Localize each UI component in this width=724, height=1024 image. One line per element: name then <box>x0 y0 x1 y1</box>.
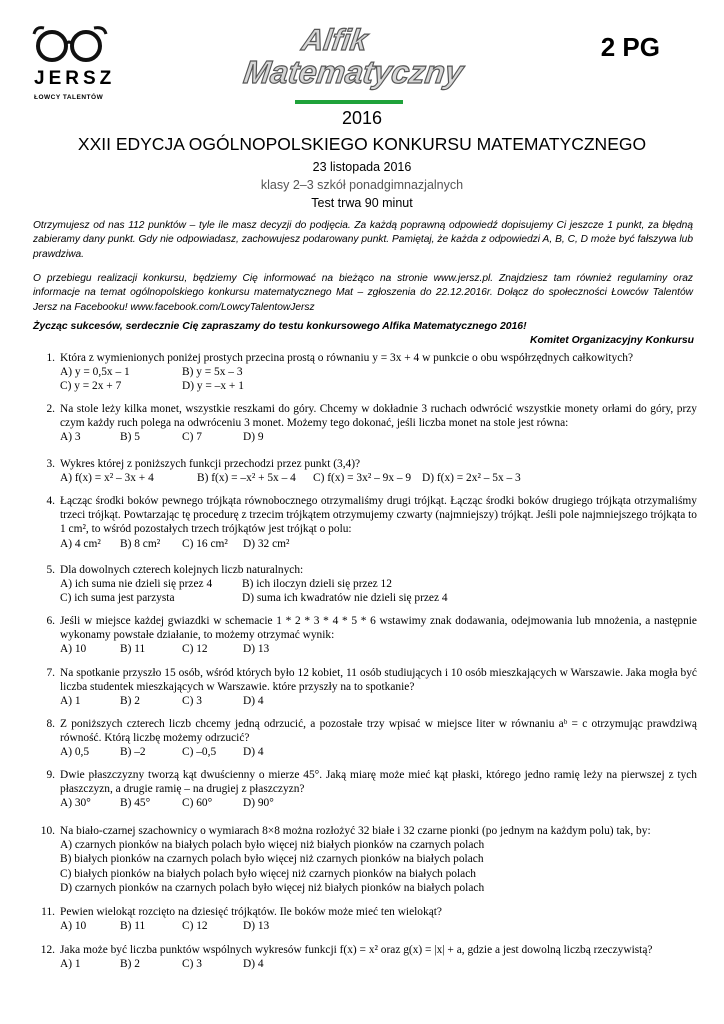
option-c: C) białych pionków na białych polach było więcej niż czarnych pionków na białych polach <box>60 867 476 880</box>
test-duration: Test trwa 90 minut <box>311 196 413 210</box>
option-b: B) 11 <box>120 643 146 656</box>
option-b: B) 5 <box>120 431 140 444</box>
option-a: A) 3 <box>60 431 81 444</box>
question-7 <box>33 666 697 709</box>
option-c: C) 12 <box>182 643 208 656</box>
wishes: Życząc sukcesów, serdecznie Cię zapraszamy do testu konkursowego Alfika Matematycznego 2016! <box>33 321 527 332</box>
option-d: D) f(x) = 2x² – 5x – 3 <box>422 472 521 485</box>
question-1 <box>33 351 697 394</box>
option-b: B) y = 5x – 3 <box>182 366 243 379</box>
question-text: Na stole leży kilka monet, wszystkie reszkami do góry. Chcemy w dokładnie 3 ruchach odwrócić wszystkie monety orłami do góry, przy czym każdy ruch polega na odwróceniu 3 monet. Możemy tego dokonać, jeśli liczba monet na stole jest równa: <box>60 403 697 430</box>
option-b: B) białych pionków na czarnych polach było więcej niż czarnych pionków na białych polach <box>60 853 484 866</box>
question-text: Pewien wielokąt rozcięto na dziesięć trójkątów. Ile boków może mieć ten wielokąt? <box>60 906 442 918</box>
question-12 <box>33 943 697 971</box>
question-9 <box>33 768 697 811</box>
option-b: B) –2 <box>120 746 146 759</box>
option-d: D) y = –x + 1 <box>182 380 244 393</box>
option-c: C) 7 <box>182 431 202 444</box>
question-number: 1. <box>46 352 55 364</box>
option-d: D) 4 <box>243 695 264 708</box>
option-c: C) 12 <box>182 920 208 933</box>
banner-green-bar <box>295 100 403 104</box>
owl-eyes-icon <box>30 24 110 64</box>
question-4 <box>33 494 697 551</box>
question-text: Z poniższych czterech liczb chcemy jedną odrzucić, a pozostałe trzy wpisać w miejsce liter w równaniu aᵇ = c otrzymując prawdziwą równość. Którą liczbę możemy odrzucić? <box>60 718 697 745</box>
option-d: D) 13 <box>243 920 270 933</box>
page-title: XXII EDYCJA OGÓLNOPOLSKIEGO KONKURSU MATEMATYCZNEGO <box>77 134 647 154</box>
question-number: 10. <box>40 825 55 837</box>
contest-classes: klasy 2–3 szkół ponadgimnazjalnych <box>260 178 464 192</box>
option-a: A) ich suma nie dzieli się przez 4 <box>60 578 213 591</box>
question-number: 11. <box>41 906 55 918</box>
option-d: D) czarnych pionków na czarnych polach było więcej niż białych pionków na białych polach <box>60 881 485 894</box>
option-d: D) 90° <box>243 797 274 810</box>
option-c: C) y = 2x + 7 <box>60 380 122 393</box>
option-d: D) 4 <box>243 746 264 759</box>
contest-date: 23 listopada 2016 <box>312 160 412 174</box>
option-b: B) 8 cm² <box>120 537 161 550</box>
option-a: A) f(x) = x² – 3x + 4 <box>60 472 154 485</box>
option-c: C) ich suma jest parzysta <box>60 592 175 605</box>
option-a: A) 4 cm² <box>60 537 101 550</box>
question-11 <box>33 905 697 933</box>
question-text: Jaka może być liczba punktów wspólnych wykresów funkcji f(x) = x² oraz g(x) = |x| + a, gdzie a jest dowolną liczbą rzeczywistą? <box>60 944 653 956</box>
committee: Komitet Organizacyjny Konkursu <box>530 335 694 346</box>
option-b: B) 11 <box>120 920 146 933</box>
option-d: D) 13 <box>243 643 270 656</box>
alfik-banner <box>240 24 480 106</box>
question-text: Dla dowolnych czterech kolejnych liczb naturalnych: <box>60 564 304 576</box>
question-6 <box>33 614 697 657</box>
option-b: B) ich iloczyn dzieli się przez 12 <box>242 578 392 591</box>
question-number: 5. <box>46 564 55 576</box>
option-d: D) 9 <box>243 431 264 444</box>
option-d: D) 4 <box>243 958 264 971</box>
question-number: 9. <box>46 769 55 781</box>
option-b: B) 2 <box>120 958 140 971</box>
question-text: Na spotkanie przyszło 15 osób, wśród których było 12 kobiet, 11 osób studiujących i 10 osób mieszkających w Warszawie. Jaka mogła być liczba studentek mieszkających w Warszawie. które przyszły na to spotkanie? <box>60 667 697 694</box>
question-text: Dwie płaszczyzny tworzą kąt dwuścienny o mierze 45°. Jaką miarę może mieć kąt płaski, którego jedno ramię leży na pierwszej z tych płaszczyzn, a drugie ramię – na drugiej z płaszczyzn? <box>60 769 697 796</box>
option-a: A) 0,5 <box>60 746 90 759</box>
question-number: 2. <box>46 403 55 415</box>
banner-line-2: Matematyczny <box>241 54 466 90</box>
question-text: Wykres której z poniższych funkcji przechodzi przez punkt (3,4)? <box>60 458 361 470</box>
option-d: D) suma ich kwadratów nie dzieli się przez 4 <box>242 592 448 605</box>
question-text: Jeśli w miejsce każdej gwiazdki w schemacie 1 * 2 * 3 * 4 * 5 * 6 wstawimy znak dodawania, odejmowania lub mnożenia, a następnie wykonamy powstałe działanie, to możemy otrzymać wynik: <box>60 615 697 642</box>
option-c: C) 3 <box>182 958 202 971</box>
question-text: Łącząc środki boków pewnego trójkąta równobocznego otrzymaliśmy drugi trójkąt. Łącząc środki boków drugiego trójkąta otrzymaliśmy trzeci trójkąt. Powtarzając tę procedurę z trzecim trójkątem otrzymujemy czwarty (najmniejszy) trójkąt. Jeśli pole najmniejszego trójkąta to 1 cm², to wśród pozostałych trzech trójkątów jest trójkąt o polu: <box>60 495 697 536</box>
question-number: 7. <box>46 667 55 679</box>
question-number: 4. <box>46 495 55 507</box>
option-a: A) 10 <box>60 643 87 656</box>
jersz-logo <box>30 24 116 108</box>
logo-tagline: ŁOWCY TALENTÓW <box>34 94 104 101</box>
option-b: B) f(x) = –x² + 5x – 4 <box>197 472 296 485</box>
option-a: A) czarnych pionków na białych polach było więcej niż białych pionków na czarnych polach <box>60 839 485 852</box>
question-text: Która z wymienionych poniżej prostych przecina prostą o równaniu y = 3x + 4 w punkcie o obu współrzędnych całkowitych? <box>60 352 634 364</box>
option-a: A) y = 0,5x – 1 <box>60 366 130 379</box>
option-a: A) 1 <box>60 695 81 708</box>
option-d: D) 32 cm² <box>243 537 290 550</box>
option-b: B) 45° <box>120 797 151 810</box>
question-2 <box>33 402 697 445</box>
question-number: 12. <box>40 944 55 956</box>
level-label: 2 PG <box>600 32 660 62</box>
option-c: C) 16 cm² <box>182 537 228 550</box>
option-a: A) 1 <box>60 958 81 971</box>
option-c: C) f(x) = 3x² – 9x – 9 <box>313 472 412 485</box>
banner-line-1: Alfik <box>299 24 370 57</box>
question-number: 3. <box>46 458 55 470</box>
year: 2016 <box>341 108 383 128</box>
question-text: Na biało-czarnej szachownicy o wymiarach 8×8 można rozłożyć 32 białe i 32 czarne pionki (po jednym na każdym polu) tak, by: <box>60 825 651 837</box>
intro-rules: Otrzymujesz od nas 112 punktów – tyle ile masz decyzji do podjęcia. Za każdą poprawną odpowiedź dopisujemy Ci jeszcze 1 punkt, za błędną zabieramy dany punkt. Gdy nie odpowiadasz, zachowujesz podarowany punkt. Pamiętaj, że każda z odpowiedzi A, B, C, D może być fałszywa lub prawdziwa. <box>33 220 693 260</box>
question-number: 8. <box>46 718 55 730</box>
question-number: 6. <box>46 615 55 627</box>
option-c: C) –0,5 <box>182 746 217 759</box>
option-c: C) 60° <box>182 797 213 810</box>
option-a: A) 10 <box>60 920 87 933</box>
question-8 <box>33 717 697 760</box>
question-10 <box>33 824 697 895</box>
option-c: C) 3 <box>182 695 202 708</box>
option-b: B) 2 <box>120 695 140 708</box>
question-3 <box>33 457 697 485</box>
option-a: A) 30° <box>60 797 91 810</box>
logo-name: JERSZ <box>34 68 116 89</box>
intro-info: O przebiegu realizacji konkursu, będziemy Cię informować na bieżąco na stronie www.jersz.pl. Znajdziesz tam również regulaminy oraz informacje na temat ogólnopolskiego konkursu matematycznego Mat – zgłoszenia do 22.12.2016r. Dołącz do społeczności Łowców Talentów Jersz na Facebooku! www.facebook.com/LowcyTalentowJersz <box>33 273 693 313</box>
question-5 <box>33 563 697 606</box>
